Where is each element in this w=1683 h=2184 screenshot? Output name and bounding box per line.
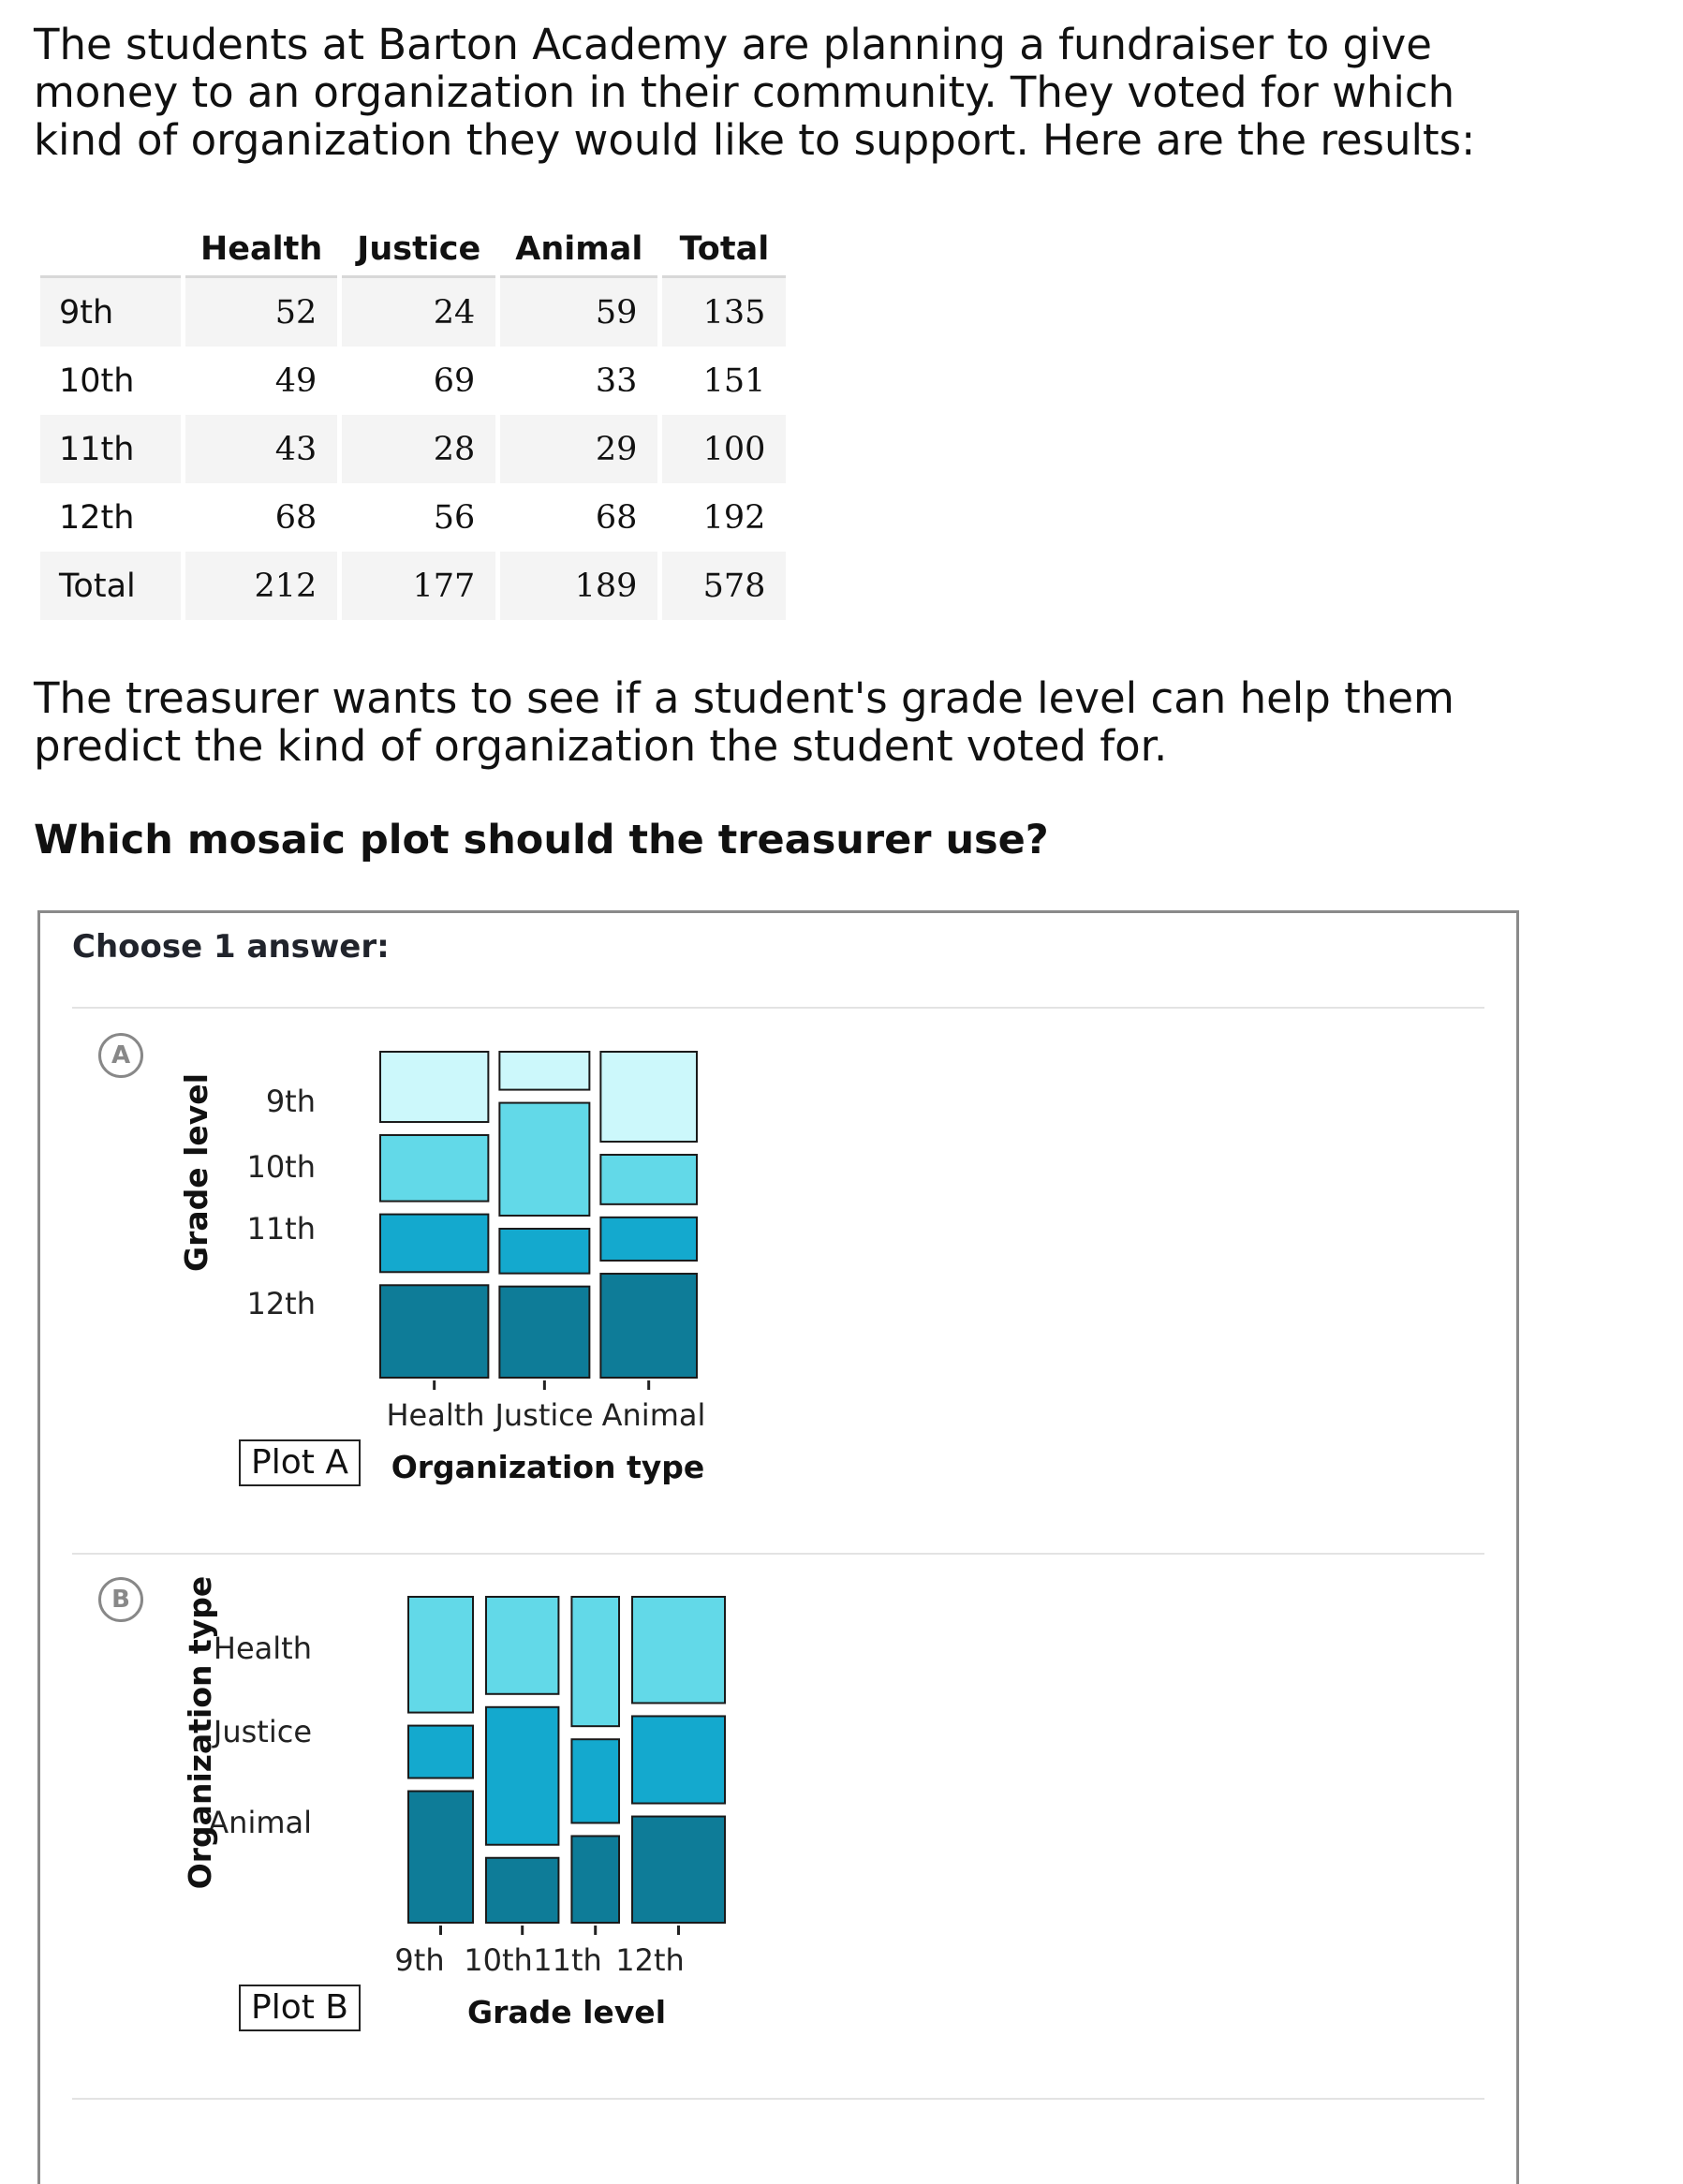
mosaic-cell	[600, 1274, 697, 1378]
option-a-letter[interactable]: A	[98, 1033, 143, 1078]
votes-table	[36, 223, 790, 620]
y-tick-label: 12th	[246, 1286, 316, 1321]
divider	[72, 2098, 1484, 2100]
table-cell: 43	[185, 415, 337, 483]
table-cell: 177	[342, 552, 495, 620]
table-header-cell: Justice	[342, 223, 495, 278]
mosaic-cell	[632, 1716, 725, 1803]
mosaic-cell	[408, 1726, 473, 1778]
x-tick-label: Justice	[495, 1397, 594, 1433]
y-axis-title: Grade level	[178, 1072, 214, 1273]
table-cell: 68	[274, 498, 317, 537]
row-header: 11th	[40, 415, 181, 483]
table-row	[40, 347, 786, 415]
intro-text: The students at Barton Academy are planning a fundraiser to give money to an organization in their community. They voted for which kind of organization they would like to support. Here are the results:	[34, 20, 1476, 165]
table-header-row	[40, 223, 786, 278]
table-row	[40, 483, 786, 552]
table-cell: 49	[274, 362, 317, 400]
answer-choices	[37, 910, 1519, 2184]
x-axis-title: Grade level	[466, 1994, 667, 2030]
plot-a	[143, 1009, 799, 1496]
x-axis-title: Organization type	[391, 1449, 705, 1485]
table-cell: 192	[702, 498, 766, 537]
table-header-cell: Health	[185, 223, 337, 278]
y-tick-label: Animal	[208, 1805, 312, 1840]
mosaic-cell	[380, 1215, 488, 1273]
mosaic-cell	[632, 1817, 725, 1923]
table-cell: 28	[342, 415, 495, 483]
table-cell: 68	[595, 498, 638, 537]
plot-caption: Plot B	[251, 1988, 348, 2027]
mosaic-cell	[408, 1597, 473, 1713]
mosaic-cell	[499, 1229, 589, 1274]
question-text: Which mosaic plot should the treasurer use?	[34, 817, 1049, 863]
mosaic-cell	[380, 1285, 488, 1378]
mosaic-cell	[600, 1217, 697, 1261]
row-header: 10th	[59, 362, 135, 400]
option-b[interactable]	[40, 1555, 1520, 2088]
x-tick-label: Animal	[601, 1397, 706, 1433]
mosaic-cell	[571, 1836, 619, 1923]
mosaic-cell	[600, 1052, 697, 1142]
table-cell: 151	[702, 362, 766, 400]
table-header-cell	[40, 223, 181, 278]
plot-b	[143, 1555, 799, 2042]
y-tick-label: Justice	[213, 1714, 312, 1749]
y-tick-label: 9th	[265, 1084, 316, 1119]
option-b-letter[interactable]: B	[98, 1577, 143, 1622]
mosaic-cell	[571, 1739, 619, 1822]
table-cell: 29	[500, 415, 657, 483]
table-header-cell: Total	[662, 223, 786, 278]
x-tick-label: 11th	[533, 1942, 602, 1978]
table-cell: 56	[433, 498, 476, 537]
mosaic-cell	[380, 1135, 488, 1202]
y-tick-label: Health	[213, 1631, 312, 1666]
x-tick-label: 10th	[464, 1942, 533, 1978]
option-a[interactable]	[40, 1009, 1520, 1542]
table-cell: 189	[500, 552, 657, 620]
mosaic-cell	[632, 1597, 725, 1703]
table-cell: 33	[595, 362, 638, 400]
table-cell: 69	[433, 362, 476, 400]
mosaic-cell	[486, 1707, 558, 1845]
row-header: 9th	[40, 278, 181, 347]
mosaic-cell	[499, 1103, 589, 1216]
table-header-cell: Animal	[500, 223, 657, 278]
row-header: Total	[40, 552, 181, 620]
mosaic-cell	[486, 1597, 558, 1694]
table-row	[40, 552, 786, 620]
y-axis-title: Organization type	[182, 1575, 218, 1890]
choose-label: Choose 1 answer:	[72, 928, 390, 966]
table-cell: 135	[662, 278, 786, 347]
mosaic-cell	[486, 1858, 558, 1923]
table-cell: 578	[662, 552, 786, 620]
mosaic-cell	[571, 1597, 619, 1726]
y-tick-label: 11th	[246, 1211, 316, 1247]
mosaic-cell	[380, 1052, 488, 1122]
x-tick-label: 9th	[394, 1942, 445, 1978]
mosaic-cell	[499, 1052, 589, 1090]
context-paragraph: The treasurer wants to see if a student's grade level can help them predict the kind of organization the student voted for.	[34, 673, 1454, 771]
table-row	[40, 415, 786, 483]
table-cell: 52	[185, 278, 337, 347]
x-tick-label: Health	[386, 1397, 485, 1433]
table-cell: 24	[342, 278, 495, 347]
row-header: 12th	[59, 498, 135, 537]
table-cell: 212	[185, 552, 337, 620]
mosaic-cell	[499, 1287, 589, 1378]
table-cell: 59	[500, 278, 657, 347]
table-row	[40, 278, 786, 347]
table-cell: 100	[662, 415, 786, 483]
x-tick-label: 12th	[615, 1942, 685, 1978]
plot-caption: Plot A	[251, 1443, 348, 1482]
mosaic-cell	[408, 1792, 473, 1923]
y-tick-label: 10th	[246, 1149, 316, 1185]
mosaic-cell	[600, 1155, 697, 1204]
